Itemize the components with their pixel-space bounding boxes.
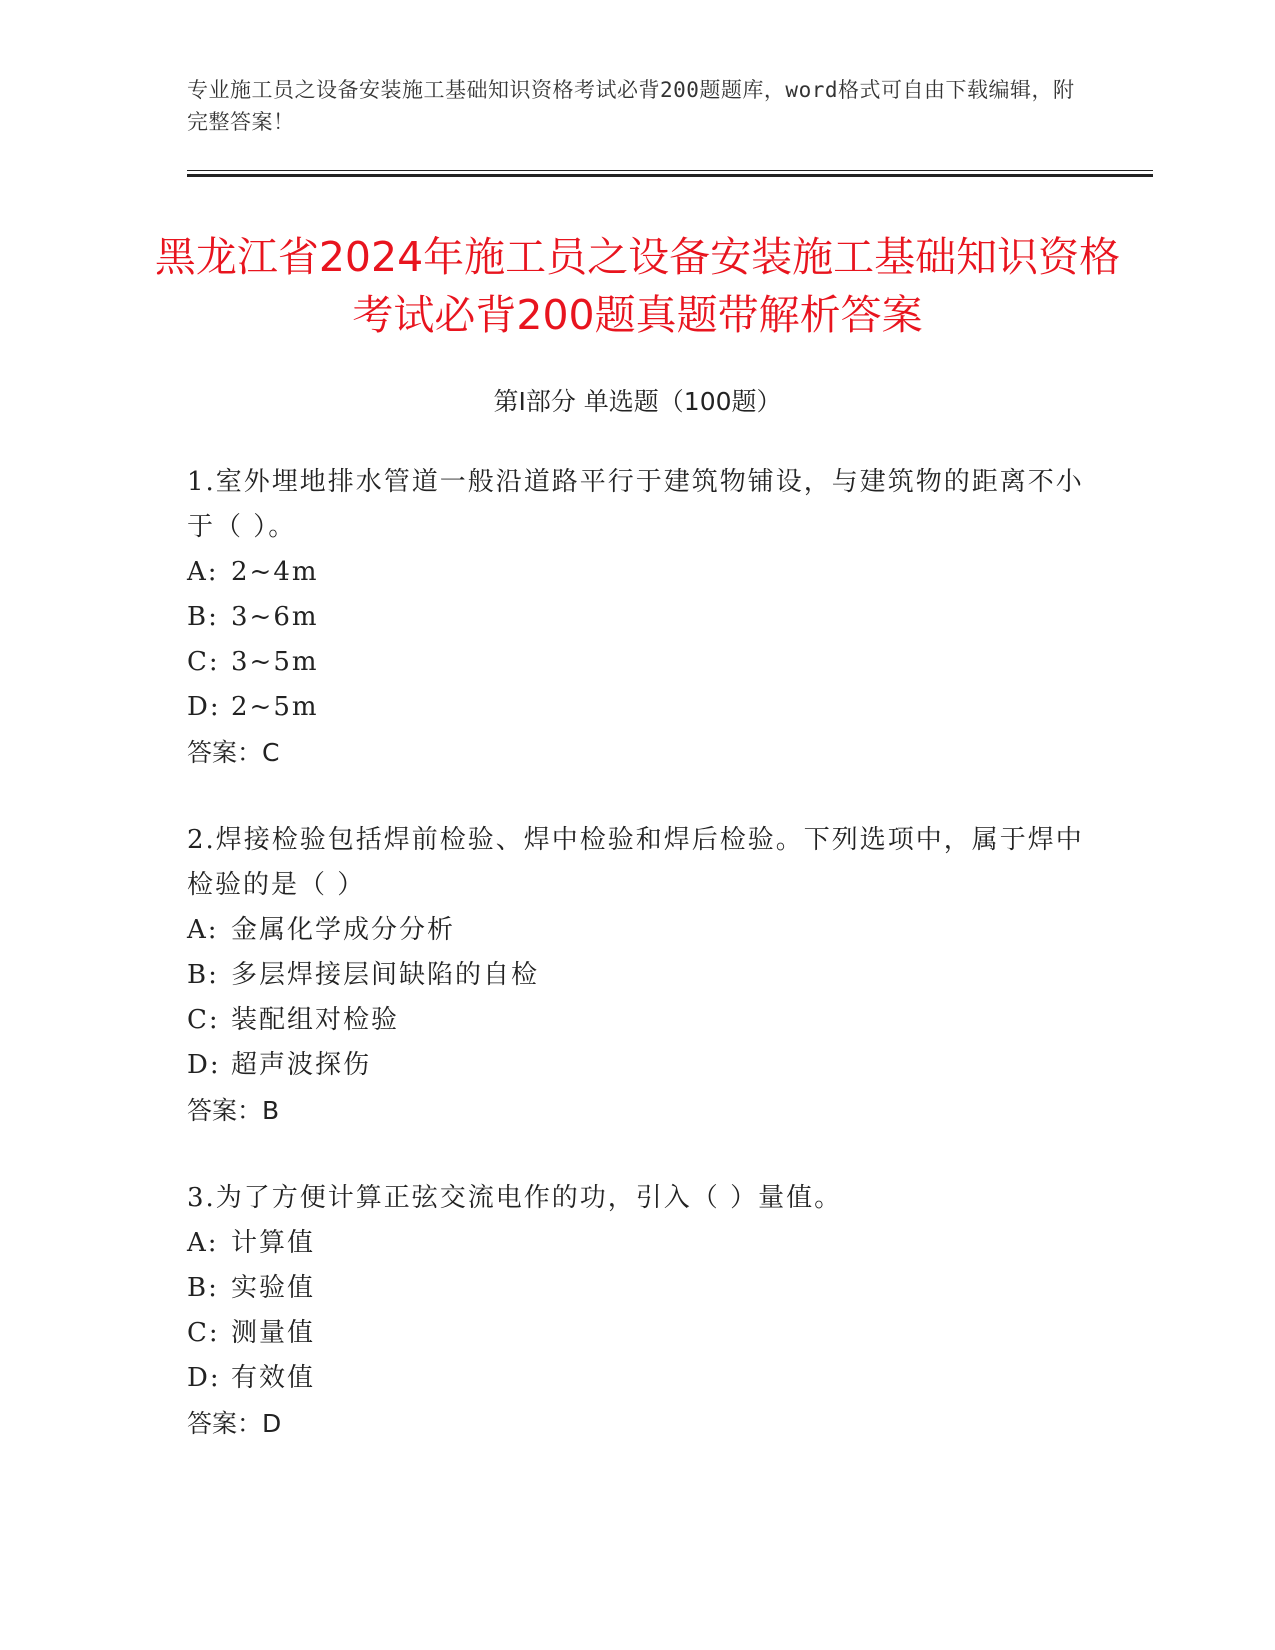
option-text: 有效值 [231,1363,316,1393]
option-letter: D: [187,692,221,722]
option-text: 2~5m [231,692,319,722]
option-letter: B: [187,1273,219,1303]
option-d [187,1043,1087,1088]
option-text: 多层焊接层间缺陷的自检 [231,960,540,990]
question-3 [187,1176,1087,1446]
answer: 答案：C [187,738,280,767]
option-c [187,640,1087,685]
option-text: 3~6m [231,602,319,632]
option-text: 测量值 [231,1318,316,1348]
option-text: 3~5m [231,647,319,677]
option-letter: C: [187,1005,220,1035]
option-letter: D: [187,1363,221,1393]
option-text: 实验值 [231,1273,316,1303]
option-text: 金属化学成分分析 [231,915,456,945]
header-divider-thick [187,174,1153,177]
option-c [187,998,1087,1043]
option-letter: A: [187,915,219,945]
question-stem: 2.焊接检验包括焊前检验、焊中检验和焊后检验。下列选项中，属于焊中检验的是（ ） [187,825,1084,900]
option-letter: D: [187,1050,221,1080]
option-text: 计算值 [231,1228,316,1258]
option-a [187,550,1087,595]
answer: 答案：D [187,1409,282,1438]
option-text: 2~4m [231,557,319,587]
option-d [187,685,1087,730]
option-letter: A: [187,557,219,587]
document-title: 黑龙江省2024年施工员之设备安装施工基础知识资格考试必背200题真题带解析答案 [154,233,1121,339]
question-stem: 3.为了方便计算正弦交流电作的功，引入（ ）量值。 [187,1183,843,1213]
question-1 [187,460,1087,775]
option-c [187,1311,1087,1356]
option-b [187,595,1087,640]
answer: 答案：B [187,1096,280,1125]
option-a [187,908,1087,953]
option-text: 超声波探伤 [231,1050,372,1080]
header-divider-thin [187,170,1153,171]
option-letter: B: [187,602,219,632]
option-letter: A: [187,1228,219,1258]
option-d [187,1356,1087,1401]
option-letter: B: [187,960,219,990]
question-stem: 1.室外埋地排水管道一般沿道路平行于建筑物铺设，与建筑物的距离不小于（ ）。 [187,467,1084,542]
section-heading: 第I部分 单选题（100题） [493,387,782,416]
option-b [187,953,1087,998]
header-note: 专业施工员之设备安装施工基础知识资格考试必背200题题库，word格式可自由下载编辑，附完整答案！ [187,78,1075,134]
option-text: 装配组对检验 [231,1005,400,1035]
option-letter: C: [187,647,220,677]
option-letter: C: [187,1318,220,1348]
question-2 [187,818,1087,1133]
option-b [187,1266,1087,1311]
option-a [187,1221,1087,1266]
